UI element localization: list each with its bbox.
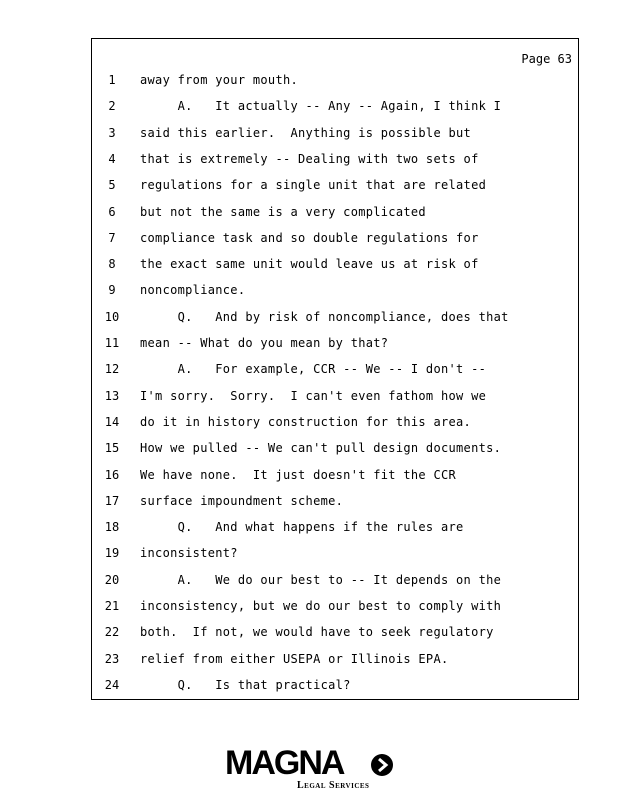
line-text: away from your mouth.	[140, 73, 299, 87]
transcript-line	[92, 415, 578, 435]
line-number: 17	[104, 493, 120, 508]
transcript-line	[92, 99, 578, 119]
transcript-line	[92, 441, 578, 461]
line-number: 12	[104, 362, 120, 377]
line-text: but not the same is a very complicated	[140, 204, 426, 219]
transcript-line	[92, 336, 578, 356]
line-text: surface impoundment scheme.	[140, 493, 344, 508]
line-text: inconsistent?	[140, 546, 238, 561]
line-number: 3	[108, 125, 116, 140]
line-text: said this earlier. Anything is possible but	[140, 125, 472, 140]
line-number: 9	[108, 283, 116, 298]
transcript-line	[92, 573, 578, 593]
transcript-line	[92, 599, 578, 619]
line-text: do it in history construction for this area.	[140, 414, 472, 429]
line-text: relief from either USEPA or Illinois EPA.	[140, 651, 449, 666]
line-text: I'm sorry. Sorry. I can't even fathom how we	[140, 388, 487, 403]
transcript-line	[92, 625, 578, 645]
line-text: the exact same unit would leave us at risk of	[140, 257, 479, 272]
transcript-line	[92, 310, 578, 330]
line-text: noncompliance.	[140, 283, 246, 298]
transcript-line	[92, 283, 578, 303]
line-text: Q. And by risk of noncompliance, does that	[140, 309, 509, 324]
line-number: 24	[104, 677, 120, 692]
line-number: 20	[104, 572, 120, 587]
transcript-line	[92, 362, 578, 382]
line-text: mean -- What do you mean by that?	[140, 336, 389, 350]
line-number: 5	[108, 178, 116, 193]
transcript-line	[92, 152, 578, 172]
transcript-line	[92, 73, 578, 93]
line-text: compliance task and so double regulations for	[140, 230, 479, 245]
magna-logo	[225, 746, 400, 792]
line-number: 16	[104, 467, 120, 482]
transcript-line	[92, 257, 578, 277]
line-text: that is extremely -- Dealing with two sets of	[140, 151, 479, 166]
line-text: A. We do our best to -- It depends on the	[140, 572, 502, 587]
line-text: We have none. It just doesn't fit the CCR	[140, 467, 457, 482]
line-number: 13	[104, 388, 120, 403]
line-number: 6	[108, 204, 116, 219]
line-number: 15	[104, 441, 120, 456]
line-number: 4	[108, 151, 116, 166]
line-number: 1	[108, 73, 116, 87]
line-number: 10	[104, 309, 120, 324]
line-text: A. It actually -- Any -- Again, I think I	[140, 99, 502, 114]
page-number: Page 63	[521, 52, 572, 66]
line-number: 21	[104, 599, 120, 613]
line-text: A. For example, CCR -- We -- I don't --	[140, 362, 487, 377]
line-text: inconsistency, but we do our best to comply with	[140, 599, 502, 613]
transcript-line	[92, 205, 578, 225]
line-number: 14	[104, 414, 120, 429]
arrow-circle-icon	[371, 754, 393, 776]
line-text: both. If not, we would have to seek regulatory	[140, 625, 494, 640]
transcript-line	[92, 389, 578, 409]
line-text: Q. Is that practical?	[140, 677, 351, 692]
line-number: 23	[104, 651, 120, 666]
transcript-line	[92, 178, 578, 198]
transcript-line	[92, 678, 578, 698]
transcript-line	[92, 468, 578, 488]
logo-subtitle: Legal Services	[297, 780, 370, 791]
transcript-line	[92, 520, 578, 540]
line-number: 7	[108, 230, 116, 245]
transcript-line	[92, 231, 578, 251]
transcript-line	[92, 126, 578, 146]
line-number: 19	[104, 546, 120, 561]
line-text: Q. And what happens if the rules are	[140, 520, 464, 535]
line-number: 2	[108, 99, 116, 114]
line-text: How we pulled -- We can't pull design documents.	[140, 441, 502, 456]
line-number: 11	[104, 336, 120, 350]
logo-wordmark: MAGNA	[225, 744, 344, 782]
line-number: 18	[104, 520, 120, 535]
transcript-line	[92, 652, 578, 672]
line-number: 8	[108, 257, 116, 272]
transcript-line	[92, 494, 578, 514]
line-number: 22	[104, 625, 120, 640]
line-text: regulations for a single unit that are related	[140, 178, 487, 193]
transcript-page	[91, 38, 579, 700]
transcript-line	[92, 546, 578, 566]
